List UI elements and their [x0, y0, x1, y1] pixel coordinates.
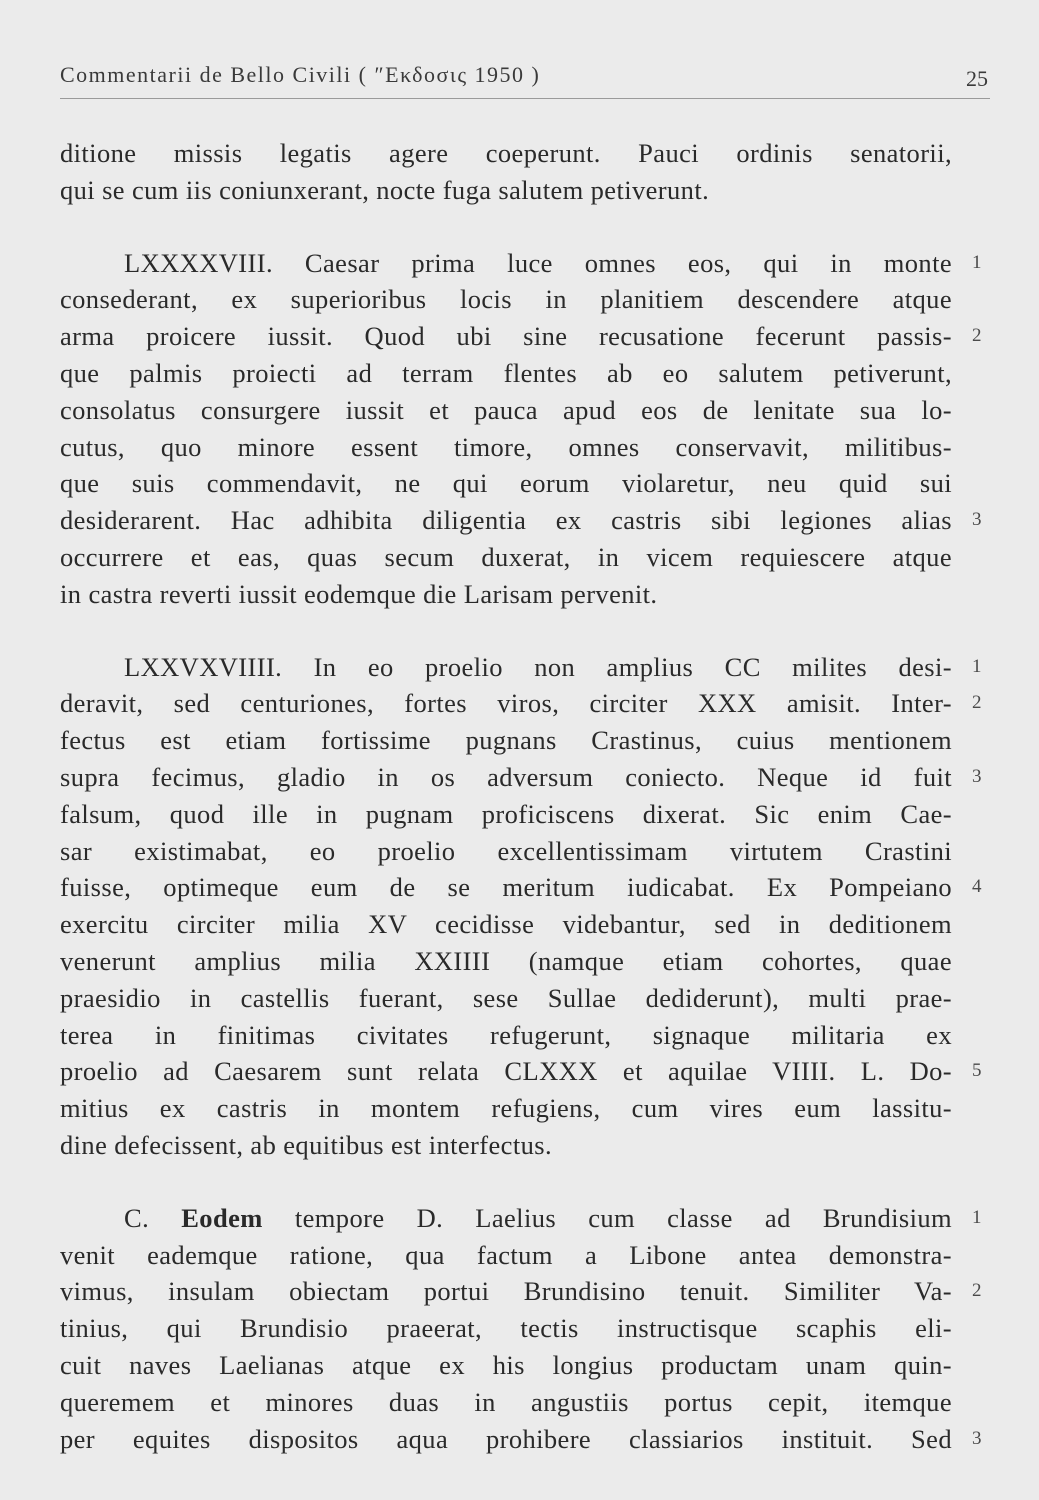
text-line: que palmis proiecti ad terram flentes ab eo salutem petiverunt,	[60, 357, 952, 388]
text-line	[60, 1200, 952, 1237]
paragraph-lxxvxviiii	[60, 649, 982, 1164]
text-line: mitius ex castris in montem refugiens, cum vires eum lassitu-	[60, 1093, 952, 1124]
section-number: 2	[972, 325, 982, 347]
text-line: queremem et minores duas in angustiis portus cepit, itemque	[60, 1386, 952, 1417]
section-lead: C.	[124, 1202, 150, 1233]
text-line: terea in finitimas civitates refugerunt, signaque militaria ex	[60, 1019, 952, 1050]
text-line: praesidio in castellis fuerant, sese Sullae dediderunt), multi prae-	[60, 982, 952, 1013]
section-number: 1	[972, 655, 982, 677]
text-line: venit eademque ratione, qua factum a Libone antea demonstra-	[60, 1239, 952, 1270]
text-line: vimus, insulam obiectam portui Brundisino tenuit. Similiter Va-	[60, 1276, 952, 1307]
text-line: fuisse, optimeque eum de se meritum iudicabat. Ex Pompeiano	[60, 872, 952, 903]
text-line: dine defecissent, ab equitibus est interfectus.	[60, 1129, 552, 1160]
section-number: 3	[972, 509, 982, 531]
section-number: 3	[972, 1427, 982, 1449]
bold-word: Eodem	[181, 1202, 263, 1233]
page-header	[60, 58, 990, 99]
section-number: 3	[972, 765, 982, 787]
text-line: ditione missis legatis agere coeperunt. Pauci ordinis senatorii,	[60, 138, 952, 168]
text-line: supra fecimus, gladio in os adversum coniecto. Neque id fuit	[60, 761, 952, 792]
text-line: per equites dispositos aqua prohibere classiarios instituit. Sed	[60, 1423, 952, 1454]
text-line: LXXXXVIII. Caesar prima luce omnes eos, qui in monte	[124, 247, 952, 278]
paragraph-lxxxxviii	[60, 245, 982, 613]
section-number: 2	[972, 1280, 982, 1302]
text-line: sar existimabat, eo proelio excellentissimam virtutem Crastini	[60, 835, 952, 866]
text-line: falsum, quod ille in pugnam proficiscens dixerat. Sic enim Cae-	[60, 798, 952, 829]
text-line: cutus, quo minore essent timore, omnes conservavit, militibus-	[60, 431, 952, 462]
text-line: cuit naves Laelianas atque ex his longius productam unam quin-	[60, 1349, 952, 1380]
paragraph-c	[60, 1200, 982, 1458]
section-number: 5	[972, 1060, 982, 1082]
page-number: 25	[966, 66, 988, 91]
text-line: qui se cum iis coniunxerant, nocte fuga salutem petiverunt.	[60, 174, 710, 205]
text-line: LXXVXVIIII. In eo proelio non amplius CC milites desi-	[124, 651, 952, 682]
text-line: arma proicere iussit. Quod ubi sine recusatione fecerunt passis-	[60, 321, 952, 352]
text-line: que suis commendavit, ne qui eorum violaretur, neu quid sui	[60, 468, 952, 499]
text-body	[60, 135, 982, 1493]
text-line: exercitu circiter milia XV cecidisse videbantur, sed in deditionem	[60, 909, 952, 940]
section-number: 1	[972, 251, 982, 273]
text-line: desiderarent. Hac adhibita diligentia ex castris sibi legiones alias	[60, 505, 952, 536]
text-line: fectus est etiam fortissime pugnans Crastinus, cuius mentionem	[60, 725, 952, 756]
running-title: Commentarii de Bello Civili ( ″Εκδοσις 1950 )	[60, 62, 541, 87]
text-line: consederant, ex superioribus locis in planitiem descendere atque	[60, 284, 952, 315]
section-number: 4	[972, 876, 982, 898]
first-line-rest: tempore D. Laelius cum classe ad Brundisium	[294, 1202, 952, 1233]
text-line: in castra reverti iussit eodemque die Larisam pervenit.	[60, 578, 658, 609]
text-line: occurrere et eas, quas secum duxerat, in vicem requiescere atque	[60, 541, 952, 572]
section-number: 1	[972, 1206, 982, 1228]
text-line: tinius, qui Brundisio praeerat, tectis instructisque scaphis eli-	[60, 1313, 952, 1344]
text-line: venerunt amplius milia XXIIII (namque etiam cohortes, quae	[60, 945, 952, 976]
paragraph	[60, 135, 952, 209]
text-line: consolatus consurgere iussit et pauca apud eos de lenitate sua lo-	[60, 394, 952, 425]
text-line: deravit, sed centuriones, fortes viros, circiter XXX amisit. Inter-	[60, 688, 952, 719]
section-number: 2	[972, 692, 982, 714]
text-line: proelio ad Caesarem sunt relata CLXXX et aquilae VIIII. L. Do-	[60, 1056, 952, 1087]
